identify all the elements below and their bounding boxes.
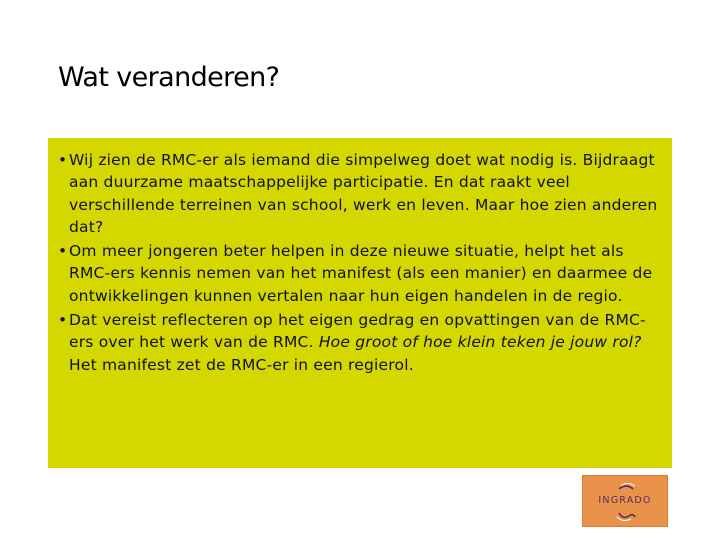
logo-text: INGRADO — [598, 495, 652, 506]
bullet-marker: • — [58, 151, 68, 169]
bullet-text-part: Het manifest zet de RMC-er in een regierol. — [69, 355, 414, 374]
bullet-text-italic: Hoe groot of hoe klein teken je jouw rol? — [318, 333, 642, 352]
bullet-text-part: Wij zien de RMC-er als iemand die simpelweg doet wat nodig is. Bijdraagt aan duurzame maatschappelijke participatie. En dat raakt veel verschillende terreinen van school, werk en leven. Maar hoe zien anderen dat? — [69, 151, 658, 236]
bullet-list — [58, 149, 662, 376]
ingrado-logo — [582, 475, 668, 527]
content-box — [48, 138, 672, 468]
bullet-marker: • — [58, 242, 68, 261]
bullet-text — [69, 149, 662, 238]
bullet-text — [69, 240, 662, 307]
bullet-item — [58, 149, 662, 238]
bullet-text — [69, 309, 662, 376]
bullet-text-part: Dat vereist reflecteren op het eigen gedrag en opvattingen van de RMC-ers over het werk van de RMC. — [69, 311, 646, 352]
bullet-item — [58, 240, 662, 307]
slide-title: Wat veranderen? — [58, 62, 280, 93]
bullet-item — [58, 309, 662, 376]
bullet-text-part: Om meer jongeren beter helpen in deze nieuwe situatie, helpt het als RMC-ers kennis nemen van het manifest (als een manier) en daarmee de ontwikkelingen kunnen vertalen naar hun eigen handelen in de regio. — [69, 242, 653, 305]
bullet-marker: • — [58, 311, 68, 330]
